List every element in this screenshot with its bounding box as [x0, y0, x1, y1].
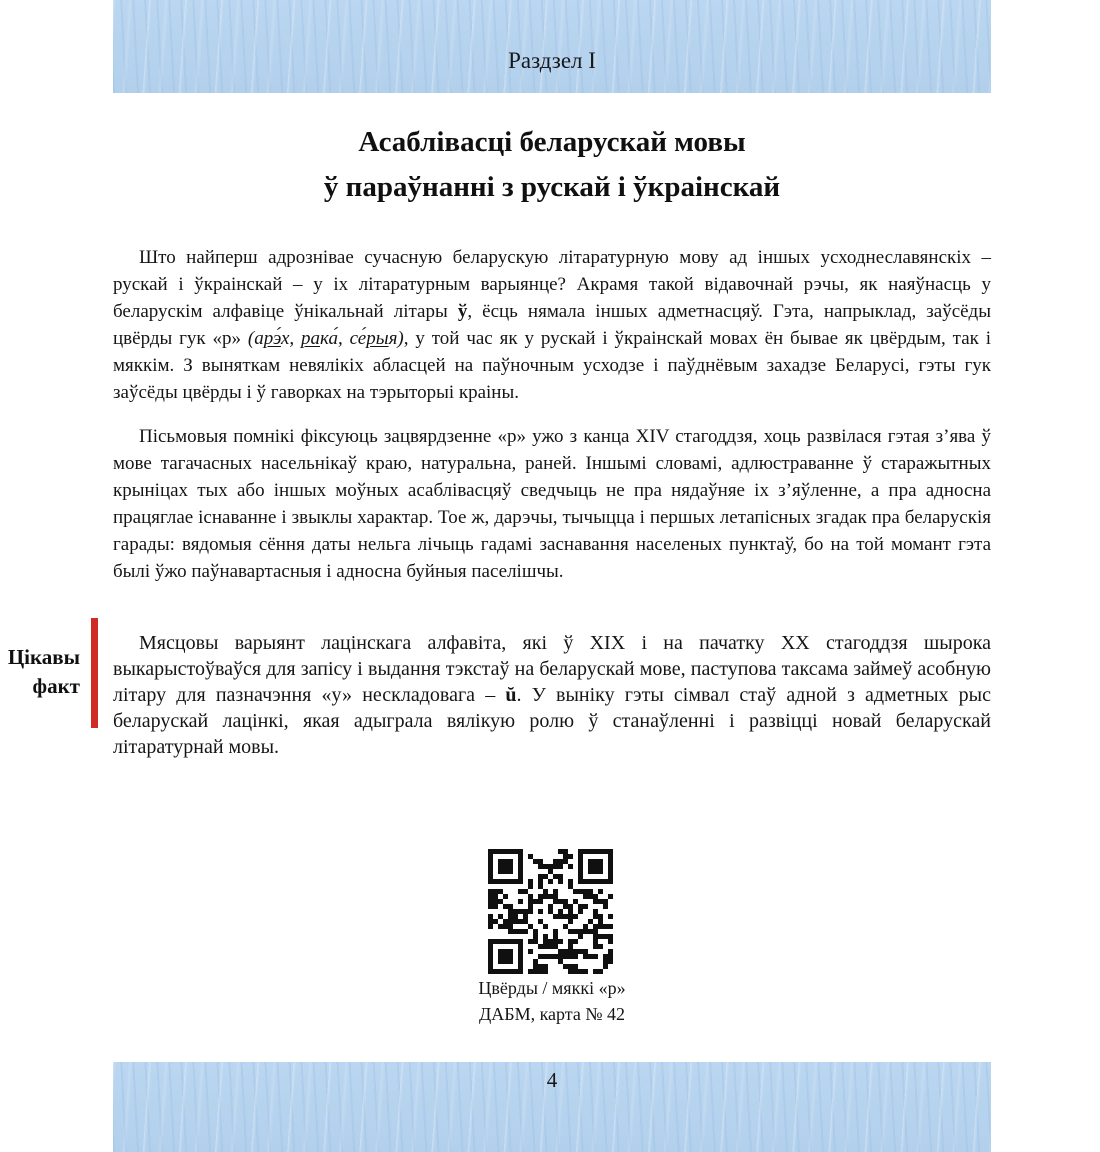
footer-band [113, 1062, 991, 1152]
body-paragraph-2: Пісьмовыя помнікі фіксуюць зацвярдзенне «р» ужо з канца XIV стагоддзя, хоць развілася гэтая з’ява ў мове тагачасных насельнікаў краю, натуральна, раней. Іншымі словамі, адлюстраванне ў старажытных крыніцах тых або іншых моўных асаблівасцяў сведчыць не пра нядаўняе іх з’яўленне, а пра адносна працяглае існаванне і звыклы характар. Тое ж, дарэчы, тычыцца і першых летапісных згадак пра беларускія гарады: вядомыя сёння даты нельга лічыць гадамі заснавання населеных пунктаў, бо на той момант гэта былі ўжо паўнавартасныя і адносна буйныя паселішчы. [113, 426, 991, 582]
body-paragraph-1: Што найперш адрознівае сучасную беларускую літаратурную мову ад іншых усходнеславянскіх – рускай і ўкраінскай – у іх літаратурным варыянце? Акрамя такой відавочнай рэчы, як наяўнасць у беларускім алфавіце ўнікальнай літары ў, ёсць нямала іншых адметнасцяў. Гэта, напрыклад, заўсёды цвёрды гук «р» (арэ́х, рака́, се́рыя), у той час як у рускай і ўкраінскай мовах ён бывае як цвёрдым, так і мяккім. З выняткам невялікіх абласцей на паўночным усходзе і паўднёвым захадзе Беларусі, гэты гук заўсёды цвёрды і ў гаворках на тэрыторыі краіны. [113, 247, 992, 403]
qr-caption-line-2: ДАБМ, карта № 42 [478, 1004, 626, 1024]
qr-code [488, 849, 613, 974]
qr-caption-line-1: Цвёрды / мяккі «р» [478, 978, 626, 998]
page-title-line-1: Асаблівасці беларускай мовы [358, 126, 746, 158]
example-words-italic: (арэ́х, рака́, се́рыя) [247, 328, 404, 349]
fact-label [0, 643, 80, 701]
fact-accent-bar [91, 618, 98, 728]
fact-paragraph: Мясцовы варыянт лацінскага алфавіта, які ў XIX і на пачатку XX стагоддзя шырока выкарыстоўваўся для запісу і выдання тэкстаў на беларускай мове, паступова таксама займеў асобную літару для пазначэння «у» нескладовага – ŭ. У выніку гэты сімвал стаў адной з адметных рыс беларускай лацінкі, якая адыграла вялікую ролю ў станаўленні і развіцці новай беларускай літаратурнай мовы. [113, 632, 991, 758]
qr-caption [113, 975, 991, 1027]
page-number: 4 [546, 1068, 558, 1092]
header-band [113, 0, 991, 93]
fact-label-line-2: факт [32, 674, 80, 698]
fact-label-line-1: Цікавы [7, 645, 80, 669]
page-title [113, 120, 991, 210]
chapter-heading: Раздзел I [508, 48, 596, 73]
page-title-line-2: ў параўнанні з рускай і ўкраінскай [323, 171, 781, 203]
